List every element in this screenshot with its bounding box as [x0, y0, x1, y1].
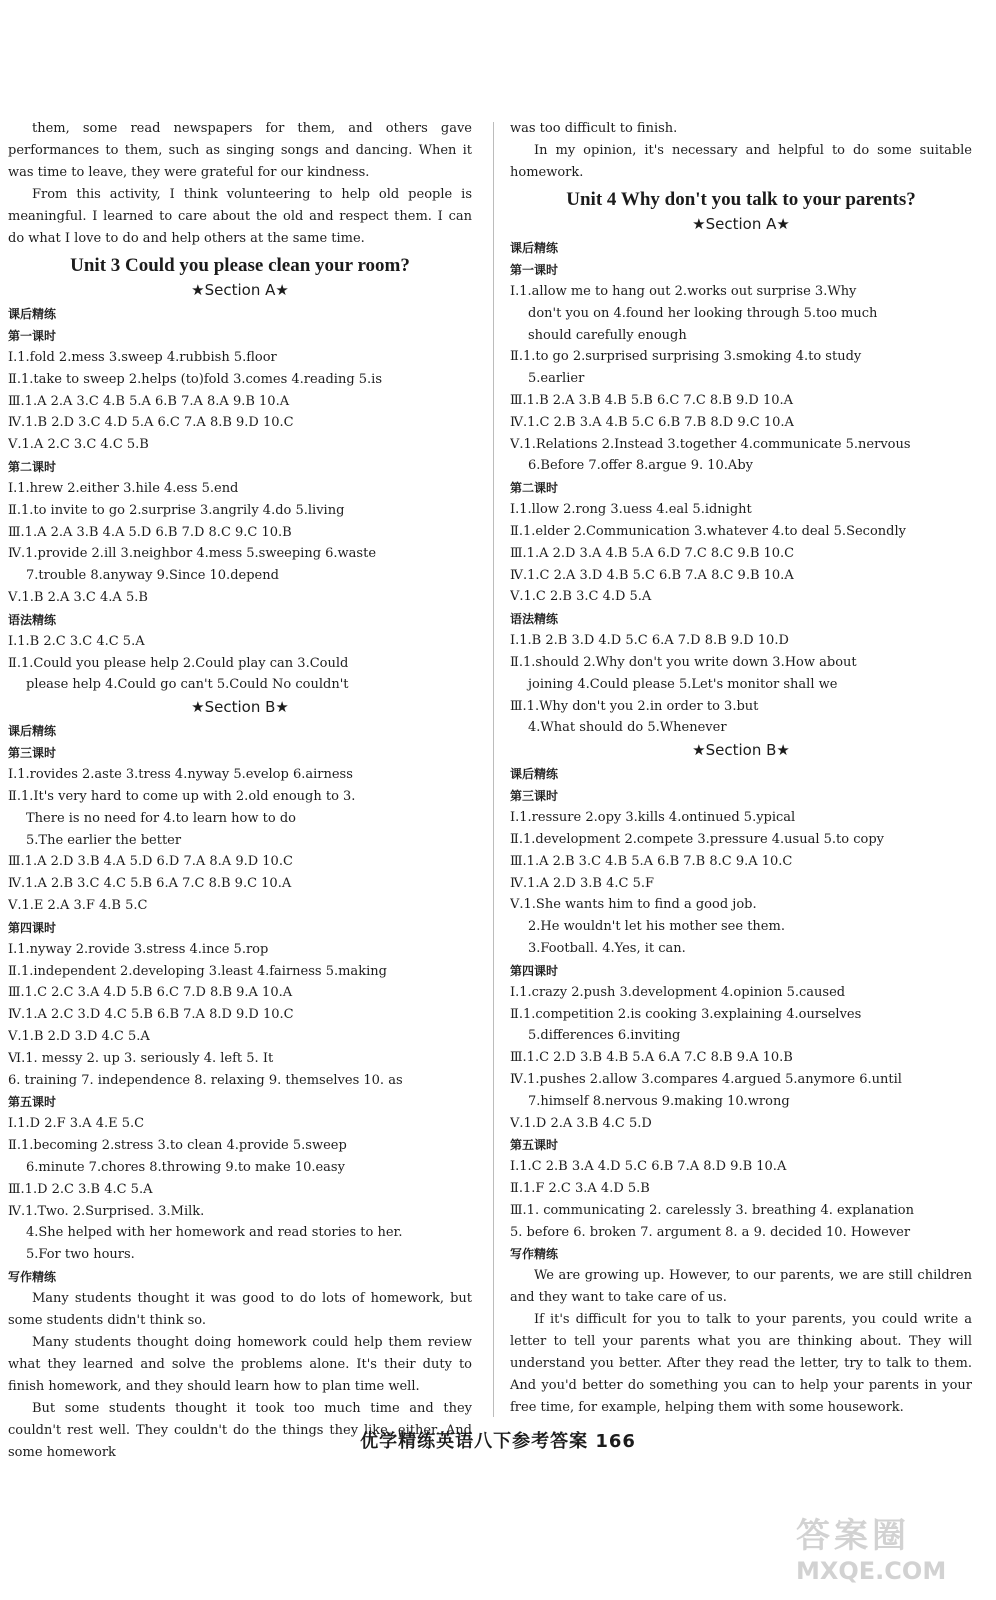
writing-paragraph: If it's difficult for you to talk to your parents, you could write a letter to tell your parents what you are thinking about. They will understand you better. After they read the letter, try to talk to them. And you'd better do something you can to help your parents in your free time, for example, helping them with some housework.	[510, 1312, 972, 1416]
lesson2-label: 第二课时	[510, 481, 559, 496]
answer-line: Ⅱ.1.should 2.Why don't you write down 3.How about	[510, 654, 857, 670]
unit4-title: Unit 4 Why don't you talk to your parents?	[566, 189, 916, 210]
intro-paragraph: In my opinion, it's necessary and helpful to do some suitable homework.	[510, 143, 972, 180]
lesson4-label: 第四课时	[510, 963, 559, 978]
answer-line: Ⅳ.1.Two. 2.Surprised. 3.Milk.	[8, 1203, 205, 1219]
right-column	[510, 118, 972, 1419]
answer-line: Ⅲ.1.Why don't you 2.in order to 3.but	[510, 698, 759, 714]
answer-line: Ⅰ.1.ressure 2.opy 3.kills 4.ontinued 5.ypical	[510, 810, 796, 826]
answer-line: Ⅳ.1.C 2.A 3.D 4.B 5.C 6.B 7.A 8.C 9.B 10.A	[510, 567, 794, 583]
answer-line: please help 4.Could go can't 5.Could No couldn't	[26, 677, 349, 693]
answer-line: 7.trouble 8.anyway 9.Since 10.depend	[26, 568, 279, 584]
answer-line: Ⅴ.1.B 2.A 3.C 4.A 5.B	[8, 589, 148, 605]
answer-line: Ⅱ.1.elder 2.Communication 3.whatever 4.to deal 5.Secondly	[510, 523, 906, 539]
watermark-logo	[796, 1508, 986, 1590]
answer-line: Ⅳ.1.C 2.B 3.A 4.B 5.C 6.B 7.B 8.D 9.C 10.A	[510, 414, 794, 430]
answer-line: Ⅰ.1.hrew 2.either 3.hile 4.ess 5.end	[8, 480, 239, 496]
answer-line: Ⅲ.1.A 2.A 3.C 4.B 5.A 6.B 7.A 8.A 9.B 10.A	[8, 393, 290, 409]
unit3-section-b-heading: ★Section B★	[191, 698, 289, 717]
answer-line: Ⅱ.1.F 2.C 3.A 4.D 5.B	[510, 1181, 650, 1197]
answer-line: Ⅴ.1.Relations 2.Instead 3.together 4.communicate 5.nervous	[510, 436, 911, 452]
answer-line: Ⅱ.1.take to sweep 2.helps (to)fold 3.comes 4.reading 5.is	[8, 371, 383, 387]
answer-line: Ⅱ.1.competition 2.is cooking 3.explaining 4.ourselves	[510, 1006, 862, 1022]
after-class-practice-label: 课后精练	[510, 241, 559, 255]
answer-line: Ⅴ.1.A 2.C 3.C 4.C 5.B	[8, 437, 149, 453]
answer-line: should carefully enough	[528, 327, 687, 343]
writing-paragraph: We are growing up. However, to our parents, we are still children and they want to take care of us.	[510, 1268, 972, 1306]
answer-line: Ⅰ.1.fold 2.mess 3.sweep 4.rubbish 5.floor	[8, 350, 277, 365]
answer-line: Ⅴ.1.E 2.A 3.F 4.B 5.C	[8, 897, 148, 913]
answer-line: 5.earlier	[528, 371, 585, 387]
answer-line: Ⅰ.1.B 2.B 3.D 4.D 5.C 6.A 7.D 8.B 9.D 10.D	[510, 633, 789, 649]
answer-line: Ⅲ.1.A 2.D 3.B 4.A 5.D 6.D 7.A 8.A 9.D 10.C	[8, 854, 293, 870]
answer-line: There is no need for 4.to learn how to do	[26, 810, 296, 826]
answer-line: Ⅴ.1.C 2.B 3.C 4.D 5.A	[510, 589, 652, 605]
lesson2-label: 第二课时	[8, 459, 57, 474]
answer-line: Ⅲ.1.A 2.D 3.A 4.B 5.A 6.D 7.C 8.C 9.B 10.C	[510, 545, 795, 561]
watermark-url: MXQE.COM	[796, 1557, 947, 1585]
answer-line: joining 4.Could please 5.Let's monitor shall we	[528, 676, 838, 692]
page-footer: 优学精练英语八下参考答案 166	[360, 1431, 636, 1452]
answer-line: Ⅴ.1.B 2.D 3.D 4.C 5.A	[8, 1028, 150, 1044]
answer-line: 4.She helped with her homework and read stories to her.	[26, 1225, 403, 1241]
after-class-practice-label: 课后精练	[8, 724, 57, 739]
grammar-practice-label: 语法精练	[8, 612, 57, 627]
intro-paragraph-1: them, some read newspapers for them, and others gave performances to them, such as singing songs and dancing. When it was time to leave, they were grateful for our kindness.	[8, 121, 472, 180]
lesson3-label: 第三课时	[510, 789, 559, 804]
answer-line: Ⅵ.1. messy 2. up 3. seriously 4. left 5. It	[8, 1050, 274, 1066]
watermark-text: 答案圈	[796, 1516, 910, 1556]
answer-line: Ⅱ.1.It's very hard to come up with 2.old enough to 3.	[8, 788, 356, 804]
answer-line: 7.himself 8.nervous 9.making 10.wrong	[528, 1093, 790, 1109]
answer-line: 5.differences 6.inviting	[528, 1028, 681, 1044]
answer-line: 6.Before 7.offer 8.argue 9. 10.Aby	[528, 458, 753, 474]
answer-line: Ⅰ.1.nyway 2.rovide 3.stress 4.ince 5.rop	[8, 941, 269, 957]
answer-line: Ⅲ.1.A 2.A 3.B 4.A 5.D 6.B 7.D 8.C 9.C 10.B	[8, 524, 292, 540]
answer-line: Ⅰ.1.D 2.F 3.A 4.E 5.C	[8, 1116, 145, 1132]
lesson1-label: 第一课时	[8, 329, 57, 343]
answer-line: 3.Football. 4.Yes, it can.	[528, 940, 686, 956]
lesson4-label: 第四课时	[8, 920, 57, 935]
answer-line: Ⅳ.1.A 2.C 3.D 4.C 5.B 6.B 7.A 8.D 9.D 10.C	[8, 1007, 294, 1023]
answer-line: Ⅱ.1.Could you please help 2.Could play can 3.Could	[8, 655, 349, 671]
lesson1-label: 第一课时	[510, 263, 559, 277]
answer-line: don't you on 4.found her looking through 5.too much	[528, 305, 878, 321]
answer-line: Ⅰ.1.llow 2.rong 3.uess 4.eal 5.idnight	[510, 502, 752, 518]
answer-line: Ⅰ.1.allow me to hang out 2.works out surprise 3.Why	[510, 284, 857, 299]
after-class-practice-label: 课后精练	[8, 307, 57, 321]
after-class-practice-label: 课后精练	[510, 767, 559, 782]
answer-line: Ⅰ.1.B 2.C 3.C 4.C 5.A	[8, 633, 145, 649]
answer-line: Ⅱ.1.to go 2.surprised surprising 3.smoking 4.to study	[510, 349, 862, 365]
writing-paragraph: But some students thought it took too much time and they couldn't rest well. They couldn't do the things they like, either. And some homework	[8, 1400, 472, 1460]
writing-paragraph: Many students thought doing homework could help them review what they learned and solve the problems alone. It's their duty to finish homework, and they should learn how to plan time well.	[8, 1334, 472, 1394]
answer-line: Ⅳ.1.pushes 2.allow 3.compares 4.argued 5.anymore 6.until	[510, 1071, 902, 1087]
answer-line: Ⅲ.1.C 2.D 3.B 4.B 5.A 6.A 7.C 8.B 9.A 10.B	[510, 1050, 793, 1066]
answer-line: Ⅴ.1.She wants him to find a good job.	[510, 897, 757, 913]
grammar-practice-label: 语法精练	[510, 612, 559, 627]
answer-line: Ⅱ.1.development 2.compete 3.pressure 4.usual 5.to copy	[510, 831, 884, 847]
answer-line: 6. training 7. independence 8. relaxing 9. themselves 10. as	[8, 1072, 403, 1088]
lesson5-label: 第五课时	[510, 1138, 559, 1153]
writing-paragraph: Many students thought it was good to do lots of homework, but some students didn't think so.	[8, 1290, 472, 1328]
intro-continuation: was too difficult to finish.	[510, 121, 678, 136]
unit4-section-b-heading: ★Section B★	[692, 741, 790, 760]
answer-line: Ⅲ.1. communicating 2. carelessly 3. breathing 4. explanation	[510, 1202, 915, 1218]
intro-paragraph-2: From this activity, I think volunteering to help old people is meaningful. I learned to care about the old and respect them. I can do what I love to do and help others at the same time.	[8, 187, 472, 246]
answer-line: Ⅱ.1.to invite to go 2.surprise 3.angrily 4.do 5.living	[8, 502, 345, 518]
answer-line: Ⅲ.1.A 2.B 3.C 4.B 5.A 6.B 7.B 8.C 9.A 10.C	[510, 853, 793, 869]
answer-line: Ⅳ.1.A 2.B 3.C 4.C 5.B 6.A 7.C 8.B 9.C 10.A	[8, 876, 292, 892]
answer-line: 4.What should do 5.Whenever	[528, 720, 727, 736]
answer-line: 2.He wouldn't let his mother see them.	[528, 919, 785, 935]
column-divider	[493, 122, 494, 1417]
answer-line: Ⅰ.1.rovides 2.aste 3.tress 4.nyway 5.evelop 6.airness	[8, 767, 353, 783]
answer-line: 5.The earlier the better	[26, 832, 182, 848]
writing-practice-label: 写作精练	[510, 1247, 559, 1262]
answer-line: Ⅲ.1.D 2.C 3.B 4.C 5.A	[8, 1181, 153, 1197]
unit3-title: Unit 3 Could you please clean your room?	[70, 255, 410, 276]
answer-line: 5.For two hours.	[26, 1247, 135, 1263]
left-column	[8, 118, 472, 1464]
answer-line: Ⅰ.1.crazy 2.push 3.development 4.opinion 5.caused	[510, 984, 846, 1000]
answer-line: Ⅳ.1.A 2.D 3.B 4.C 5.F	[510, 875, 654, 891]
answer-line: Ⅱ.1.independent 2.developing 3.least 4.fairness 5.making	[8, 963, 387, 979]
answer-line: Ⅲ.1.B 2.A 3.B 4.B 5.B 6.C 7.C 8.B 9.D 10.A	[510, 392, 794, 408]
lesson3-label: 第三课时	[8, 746, 57, 761]
answer-line: Ⅰ.1.C 2.B 3.A 4.D 5.C 6.B 7.A 8.D 9.B 10.A	[510, 1159, 787, 1175]
answer-line: Ⅱ.1.becoming 2.stress 3.to clean 4.provide 5.sweep	[8, 1138, 347, 1154]
answer-line: Ⅲ.1.C 2.C 3.A 4.D 5.B 6.C 7.D 8.B 9.A 10.A	[8, 985, 293, 1001]
answer-line: 6.minute 7.chores 8.throwing 9.to make 10.easy	[26, 1159, 345, 1175]
writing-practice-label: 写作精练	[8, 1269, 57, 1284]
answer-line: Ⅳ.1.provide 2.ill 3.neighbor 4.mess 5.sweeping 6.waste	[8, 546, 377, 562]
unit3-section-a-heading: ★Section A★	[191, 281, 289, 299]
unit4-section-a-heading: ★Section A★	[692, 215, 790, 233]
answer-line: 5. before 6. broken 7. argument 8. a 9. decided 10. However	[510, 1224, 911, 1240]
answer-line: Ⅴ.1.D 2.A 3.B 4.C 5.D	[510, 1115, 652, 1131]
answer-line: Ⅳ.1.B 2.D 3.C 4.D 5.A 6.C 7.A 8.B 9.D 10.C	[8, 415, 294, 431]
lesson5-label: 第五课时	[8, 1095, 57, 1110]
